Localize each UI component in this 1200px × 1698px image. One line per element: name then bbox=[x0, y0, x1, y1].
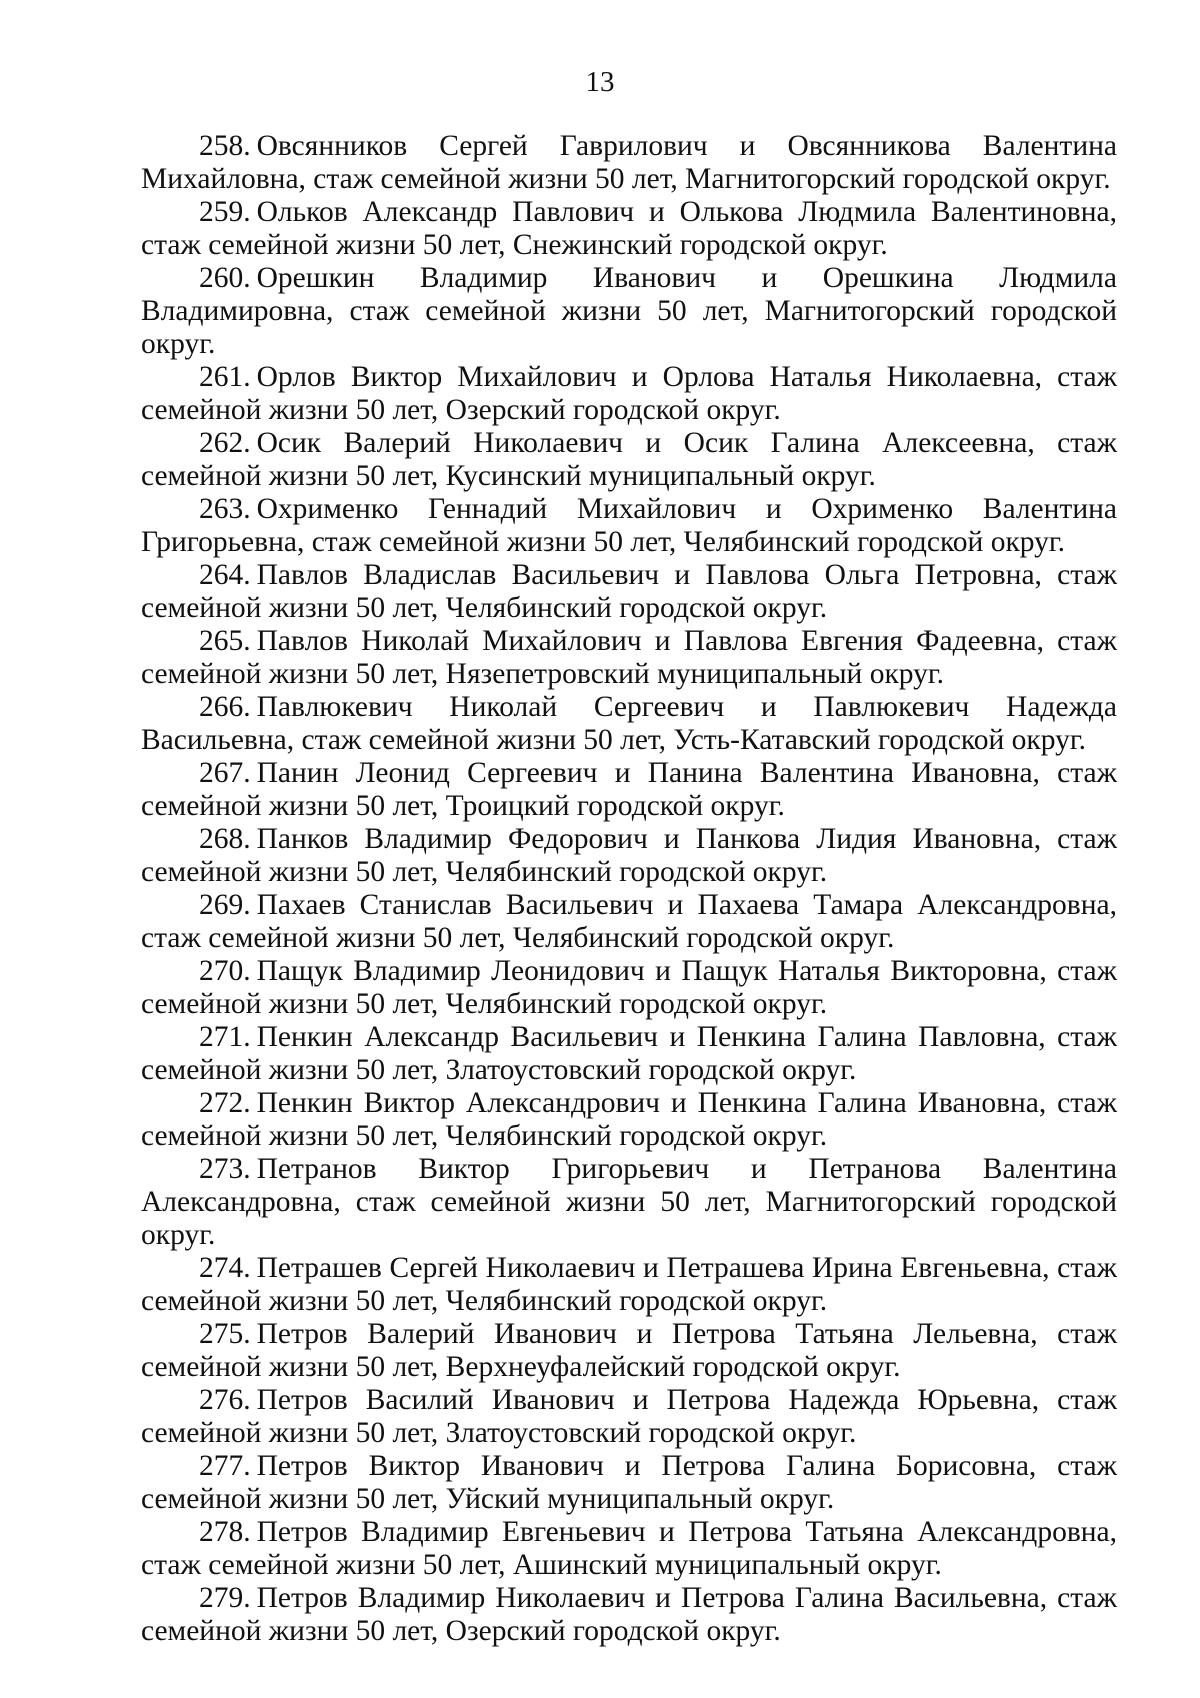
entry-number: 270. bbox=[199, 955, 251, 987]
entry-number: 271. bbox=[199, 1021, 251, 1053]
list-item bbox=[141, 1087, 1117, 1153]
entry-number: 263. bbox=[199, 493, 251, 525]
entry-number: 275. bbox=[199, 1318, 251, 1350]
entry-number: 274. bbox=[199, 1252, 251, 1284]
entry-number: 269. bbox=[199, 889, 251, 921]
list-item bbox=[141, 1153, 1117, 1252]
list-item bbox=[141, 757, 1117, 823]
entry-text: Петрашев Сергей Николаевич и Петрашева Ирина Евгеньевна, стаж семейной жизни 50 лет, Челябинский городской округ. bbox=[141, 1252, 1117, 1317]
entry-number: 279. bbox=[199, 1582, 251, 1614]
list-item bbox=[141, 691, 1117, 757]
entry-number: 264. bbox=[199, 559, 251, 591]
list-item bbox=[141, 559, 1117, 625]
entry-number: 278. bbox=[199, 1516, 251, 1548]
list-item bbox=[141, 493, 1117, 559]
list-item bbox=[141, 1450, 1117, 1516]
list-item bbox=[141, 955, 1117, 1021]
entry-text: Осик Валерий Николаевич и Осик Галина Алексеевна, стаж семейной жизни 50 лет, Кусинский муниципальный округ. bbox=[141, 427, 1117, 492]
entry-text: Петров Владимир Евгеньевич и Петрова Татьяна Александровна, стаж семейной жизни 50 лет, Ашинский муниципальный округ. bbox=[141, 1516, 1117, 1581]
list-item bbox=[141, 1318, 1117, 1384]
entry-text: Петров Виктор Иванович и Петрова Галина Борисовна, стаж семейной жизни 50 лет, Уйский муниципальный округ. bbox=[141, 1450, 1117, 1515]
entry-number: 277. bbox=[199, 1450, 251, 1482]
entry-number: 272. bbox=[199, 1087, 251, 1119]
entry-number: 266. bbox=[199, 691, 251, 723]
page-number: 13 bbox=[585, 66, 615, 98]
entry-text: Павлов Владислав Васильевич и Павлова Ольга Петровна, стаж семейной жизни 50 лет, Челябинский городской округ. bbox=[141, 559, 1117, 624]
list-item bbox=[141, 625, 1117, 691]
entry-number: 260. bbox=[199, 262, 251, 294]
entry-number: 262. bbox=[199, 427, 251, 459]
entry-text: Охрименко Геннадий Михайлович и Охрименко Валентина Григорьевна, стаж семейной жизни 50 лет, Челябинский городской округ. bbox=[141, 493, 1117, 558]
list-item bbox=[141, 1582, 1117, 1648]
entry-number: 268. bbox=[199, 823, 251, 855]
list-item bbox=[141, 130, 1117, 196]
list-item bbox=[141, 196, 1117, 262]
entry-text: Петров Василий Иванович и Петрова Надежда Юрьевна, стаж семейной жизни 50 лет, Златоустовский городской округ. bbox=[141, 1384, 1117, 1449]
entry-text: Павлюкевич Николай Сергеевич и Павлюкевич Надежда Васильевна, стаж семейной жизни 50 лет, Усть-Катавский городской округ. bbox=[141, 691, 1117, 756]
list-item bbox=[141, 823, 1117, 889]
entry-text: Петранов Виктор Григорьевич и Петранова Валентина Александровна, стаж семейной жизни 50 лет, Магнитогорский городской округ. bbox=[141, 1153, 1117, 1251]
list-item bbox=[141, 262, 1117, 361]
list-item bbox=[141, 1384, 1117, 1450]
entry-number: 276. bbox=[199, 1384, 251, 1416]
entry-number: 261. bbox=[199, 361, 251, 393]
entry-text: Панин Леонид Сергеевич и Панина Валентина Ивановна, стаж семейной жизни 50 лет, Троицкий городской округ. bbox=[141, 757, 1117, 822]
entry-list bbox=[141, 130, 1117, 1648]
entry-text: Петров Владимир Николаевич и Петрова Галина Васильевна, стаж семейной жизни 50 лет, Озерский городской округ. bbox=[141, 1582, 1117, 1647]
entry-number: 267. bbox=[199, 757, 251, 789]
entry-number: 259. bbox=[199, 196, 251, 228]
entry-number: 258. bbox=[199, 130, 251, 162]
entry-text: Пенкин Виктор Александрович и Пенкина Галина Ивановна, стаж семейной жизни 50 лет, Челябинский городской округ. bbox=[141, 1087, 1117, 1152]
entry-text: Орешкин Владимир Иванович и Орешкина Людмила Владимировна, стаж семейной жизни 50 лет, Магнитогорский городской округ. bbox=[141, 262, 1117, 360]
entry-text: Овсянников Сергей Гаврилович и Овсянникова Валентина Михайловна, стаж семейной жизни 50 лет, Магнитогорский городской округ. bbox=[141, 130, 1117, 195]
entry-text: Пащук Владимир Леонидович и Пащук Наталья Викторовна, стаж семейной жизни 50 лет, Челябинский городской округ. bbox=[141, 955, 1117, 1020]
entry-text: Орлов Виктор Михайлович и Орлова Наталья Николаевна, стаж семейной жизни 50 лет, Озерский городской округ. bbox=[141, 361, 1117, 426]
entry-text: Ольков Александр Павлович и Олькова Людмила Валентиновна, стаж семейной жизни 50 лет, Снежинский городской округ. bbox=[141, 196, 1117, 261]
list-item bbox=[141, 889, 1117, 955]
entry-text: Пахаев Станислав Васильевич и Пахаева Тамара Александровна, стаж семейной жизни 50 лет, Челябинский городской округ. bbox=[141, 889, 1117, 954]
entry-text: Пенкин Александр Васильевич и Пенкина Галина Павловна, стаж семейной жизни 50 лет, Златоустовский городской округ. bbox=[141, 1021, 1117, 1086]
entry-text: Панков Владимир Федорович и Панкова Лидия Ивановна, стаж семейной жизни 50 лет, Челябинский городской округ. bbox=[141, 823, 1117, 888]
list-item bbox=[141, 1516, 1117, 1582]
entry-number: 265. bbox=[199, 625, 251, 657]
list-item bbox=[141, 1252, 1117, 1318]
entry-text: Петров Валерий Иванович и Петрова Татьяна Лельевна, стаж семейной жизни 50 лет, Верхнеуфалейский городской округ. bbox=[141, 1318, 1117, 1383]
list-item bbox=[141, 427, 1117, 493]
entry-number: 273. bbox=[199, 1153, 251, 1185]
list-item bbox=[141, 1021, 1117, 1087]
list-item bbox=[141, 361, 1117, 427]
entry-text: Павлов Николай Михайлович и Павлова Евгения Фадеевна, стаж семейной жизни 50 лет, Нязепетровский муниципальный округ. bbox=[141, 625, 1117, 690]
